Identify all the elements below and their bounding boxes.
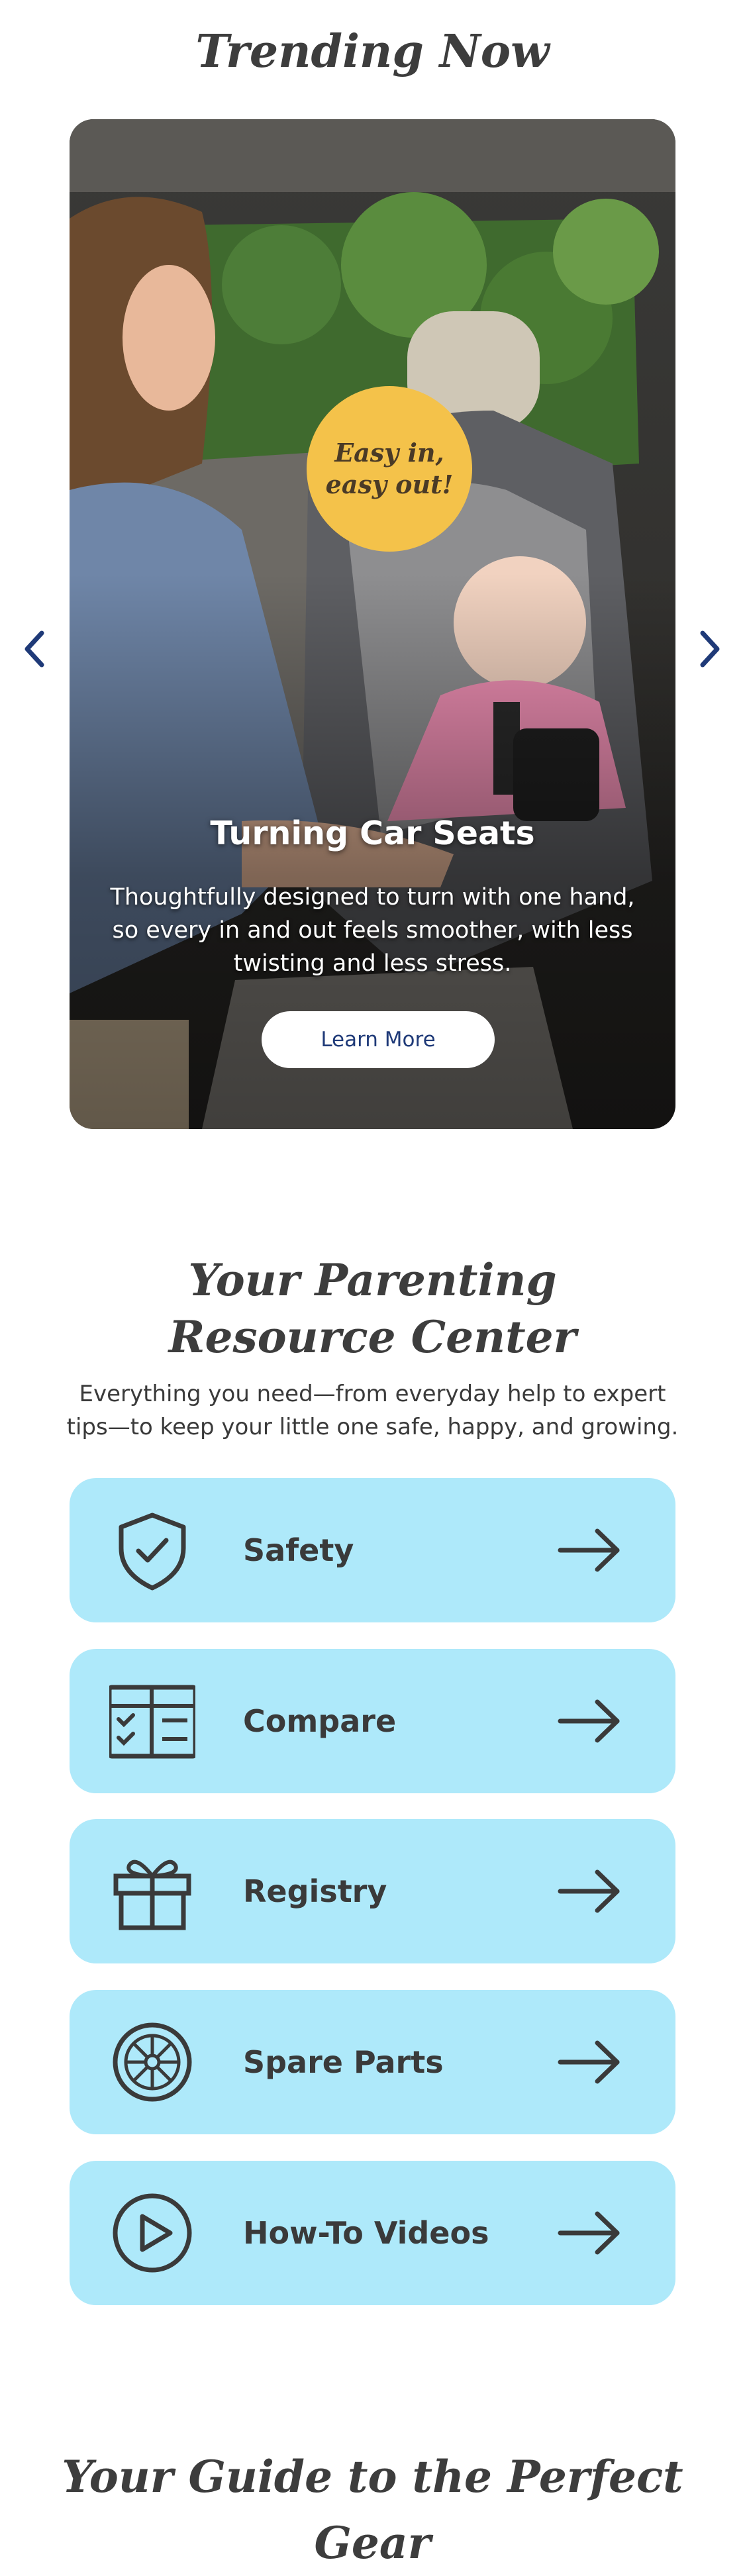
learn-more-button[interactable]: Learn More xyxy=(262,1011,495,1068)
resource-label-compare: Compare xyxy=(243,1703,397,1739)
easy-in-badge xyxy=(307,386,472,552)
resource-item-safety[interactable] xyxy=(70,1478,675,1622)
resource-item-compare[interactable] xyxy=(70,1649,675,1793)
resource-label-safety: Safety xyxy=(243,1532,354,1568)
resource-label-how-to-videos: How-To Videos xyxy=(243,2215,489,2251)
resource-label-registry: Registry xyxy=(243,1873,387,1909)
chevron-left-icon xyxy=(23,629,46,669)
arrow-right-icon xyxy=(556,2032,622,2092)
resource-title-line-2: Resource Center xyxy=(168,1311,577,1363)
trending-title: Trending Now xyxy=(195,25,550,78)
resource-item-how-to-videos[interactable] xyxy=(70,2161,675,2305)
badge-line-2: easy out! xyxy=(325,470,454,499)
resource-title-line-1: Your Parenting xyxy=(188,1254,557,1306)
slide-description: Thoughtfully designed to turn with one hand, so every in and out feels smoother, with less twisting and less stress. xyxy=(110,884,635,977)
chevron-right-icon xyxy=(699,629,721,669)
resource-label-spare-parts: Spare Parts xyxy=(243,2044,444,2080)
arrow-right-icon xyxy=(556,2203,622,2263)
trending-carousel-slide[interactable] xyxy=(70,119,675,1129)
resource-item-spare-parts[interactable] xyxy=(70,1990,675,2134)
resource-center-title xyxy=(0,1252,745,1365)
play-circle-icon xyxy=(109,2190,195,2276)
resource-desc-line-2: tips—to keep your little one safe, happy, and growing. xyxy=(66,1414,679,1440)
shield-check-icon xyxy=(109,1507,195,1593)
arrow-right-icon xyxy=(556,1520,622,1580)
compare-checklist-icon xyxy=(109,1678,195,1764)
arrow-right-icon xyxy=(556,1691,622,1751)
guide-title: Your Guide to the Perfect Gear xyxy=(62,2451,683,2569)
arrow-right-icon xyxy=(556,1861,622,1921)
carousel-prev-arrow[interactable] xyxy=(15,622,54,675)
resource-item-registry[interactable] xyxy=(70,1819,675,1963)
resource-desc-line-1: Everything you need—from everyday help to expert xyxy=(79,1381,666,1407)
gift-icon xyxy=(109,1848,195,1934)
wheel-icon xyxy=(109,2019,195,2105)
carousel-next-arrow[interactable] xyxy=(690,622,730,675)
slide-heading: Turning Car Seats xyxy=(210,815,535,852)
badge-line-1: Easy in, xyxy=(334,438,444,468)
resource-center-description xyxy=(0,1377,745,1444)
